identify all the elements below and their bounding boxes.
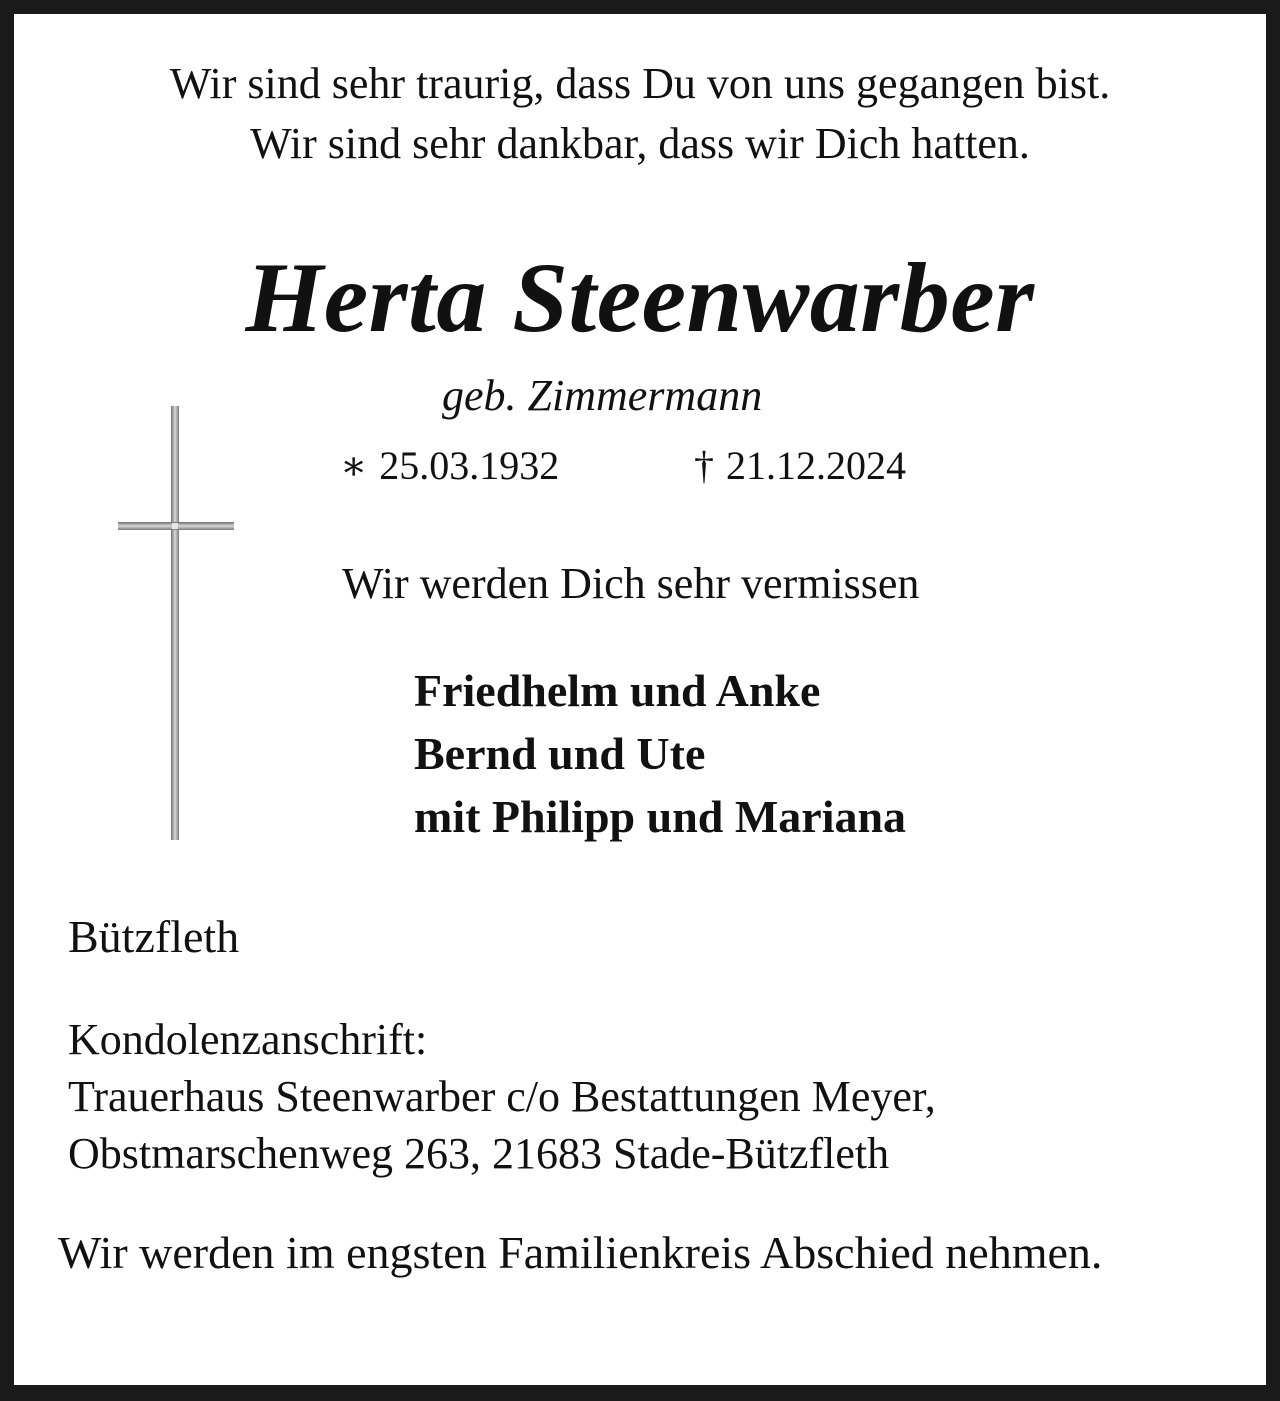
cross-icon: [118, 406, 234, 840]
family-line-2: Bernd und Ute: [414, 728, 706, 779]
verse-line-1: Wir sind sehr traurig, dass Du von uns gegangen bist.: [169, 59, 1111, 108]
place: Bützfleth: [68, 911, 240, 962]
death-date-line: [694, 443, 906, 488]
verse-line-2: Wir sind sehr dankbar, dass wir Dich hatten.: [250, 119, 1030, 168]
maiden-name: geb. Zimmermann: [442, 371, 763, 420]
birth-star-icon: ∗: [340, 443, 368, 488]
closing-text: Wir werden im engsten Familienkreis Abschied nehmen.: [58, 1227, 1103, 1278]
birth-date: 25.03.1932: [379, 443, 560, 488]
death-cross-icon: †: [694, 443, 714, 488]
birth-date-line: [340, 443, 560, 488]
family-line-3: mit Philipp und Mariana: [414, 791, 907, 842]
miss-line: Wir werden Dich sehr vermissen: [342, 559, 920, 608]
condolence-address-line-1: Trauerhaus Steenwarber c/o Bestattungen Meyer,: [68, 1072, 936, 1121]
condolence-label: Kondolenzanschrift:: [68, 1015, 428, 1064]
death-date: 21.12.2024: [726, 443, 906, 488]
family-line-1: Friedhelm und Anke: [414, 665, 821, 716]
condolence-address-line-2: Obstmarschenweg 263, 21683 Stade-Bützfleth: [68, 1129, 890, 1178]
deceased-name: Herta Steenwarber: [245, 242, 1035, 353]
